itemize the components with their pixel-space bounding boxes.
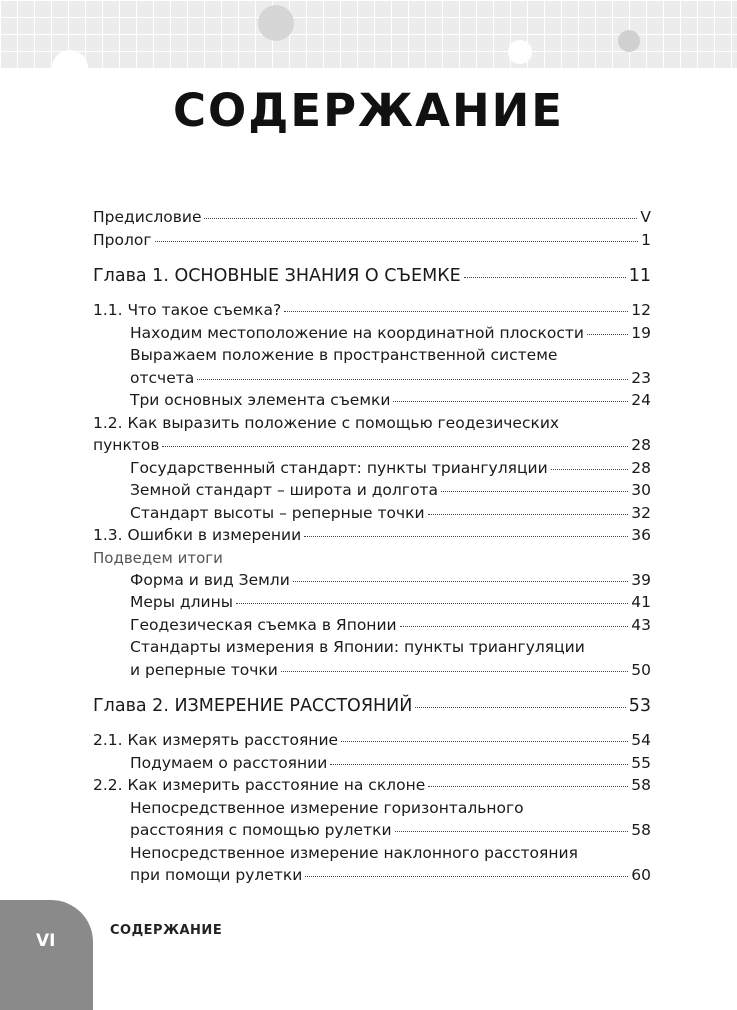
page-title: СОДЕРЖАНИЕ bbox=[172, 84, 565, 137]
header-decoration bbox=[0, 0, 737, 68]
toc-entry-page: 54 bbox=[631, 731, 651, 749]
toc-entry-title: 2.1. Как измерять расстояние bbox=[93, 731, 339, 749]
dot-leader bbox=[330, 764, 628, 765]
toc-entry-page: 24 bbox=[631, 391, 651, 409]
toc-entry[interactable] bbox=[93, 659, 651, 682]
toc-entry-page: 36 bbox=[631, 526, 651, 544]
toc-entry-page: V bbox=[640, 208, 651, 226]
toc-entry[interactable] bbox=[93, 229, 651, 252]
summary-heading: Подведем итоги bbox=[93, 548, 223, 567]
toc-entry-page: 58 bbox=[631, 821, 651, 839]
dot-leader bbox=[428, 514, 629, 515]
toc-entry-title: Находим местоположение на координатной плоскости bbox=[130, 323, 584, 342]
dot-leader bbox=[162, 446, 628, 447]
toc-entry[interactable] bbox=[93, 819, 651, 842]
toc-entry[interactable] bbox=[93, 479, 651, 502]
dot-leader bbox=[441, 491, 628, 492]
toc-entry-title: 1.3. Ошибки в измерении bbox=[93, 526, 302, 544]
toc-entry[interactable] bbox=[93, 389, 651, 412]
toc-entry[interactable] bbox=[93, 299, 651, 322]
dot-leader bbox=[284, 311, 628, 312]
dot-leader bbox=[395, 831, 629, 832]
dot-leader bbox=[415, 707, 625, 708]
toc-entry-title[interactable]: Выражаем положение в пространственной системе bbox=[130, 346, 558, 364]
toc-entry-title: Три основных элемента съемки bbox=[130, 391, 391, 409]
toc-entry[interactable] bbox=[93, 206, 651, 229]
toc-entry-title-cont: и реперные точки bbox=[130, 660, 278, 679]
toc-entry-page: 60 bbox=[631, 866, 651, 884]
dot-leader bbox=[587, 334, 628, 335]
toc-entry-title-cont: отсчета bbox=[130, 368, 195, 387]
toc-entry-title: 2.2. Как измерить расстояние на склоне bbox=[93, 776, 426, 794]
toc-entry[interactable] bbox=[93, 322, 651, 345]
page-number: VI bbox=[36, 931, 56, 951]
toc-entry-title: Предисловие bbox=[93, 208, 202, 226]
toc-entry[interactable] bbox=[93, 502, 651, 525]
toc-entry[interactable] bbox=[93, 524, 651, 547]
toc-entry[interactable] bbox=[93, 569, 651, 592]
dot-leader bbox=[464, 277, 626, 278]
table-of-contents bbox=[93, 206, 651, 887]
toc-entry[interactable] bbox=[93, 729, 651, 752]
toc-entry-page: 1 bbox=[641, 230, 651, 249]
toc-entry[interactable] bbox=[93, 752, 651, 775]
toc-entry-title: Меры длины bbox=[130, 593, 233, 611]
toc-entry-page: 30 bbox=[631, 481, 651, 499]
toc-entry-title: Форма и вид Земли bbox=[130, 570, 290, 589]
dot-leader bbox=[281, 671, 628, 672]
decorative-circle bbox=[258, 5, 294, 41]
toc-entry-title-cont: пунктов bbox=[93, 436, 160, 454]
dot-leader bbox=[428, 786, 628, 787]
toc-entry[interactable] bbox=[93, 434, 651, 457]
toc-entry[interactable] bbox=[93, 367, 651, 390]
page-tab bbox=[0, 900, 93, 1010]
toc-entry-title: Подумаем о расстоянии bbox=[130, 753, 328, 772]
dot-leader bbox=[236, 603, 628, 604]
toc-entry-title[interactable]: 1.2. Как выразить положение с помощью геодезических bbox=[93, 413, 560, 432]
toc-entry-title: Пролог bbox=[93, 230, 152, 249]
dot-leader bbox=[400, 626, 629, 627]
toc-entry-page: 32 bbox=[631, 503, 651, 522]
chapter-page: 11 bbox=[628, 266, 651, 286]
chapter-2-entry[interactable] bbox=[93, 693, 651, 719]
toc-entry[interactable] bbox=[93, 591, 651, 614]
decorative-circle bbox=[618, 30, 640, 52]
dot-leader bbox=[155, 241, 639, 242]
toc-entry-page: 12 bbox=[631, 301, 651, 319]
decorative-circle bbox=[508, 40, 532, 64]
toc-entry[interactable] bbox=[93, 774, 651, 797]
toc-entry-page: 28 bbox=[631, 436, 651, 454]
chapter-page: 53 bbox=[628, 696, 651, 716]
toc-entry-page: 41 bbox=[631, 593, 651, 611]
toc-entry-page: 43 bbox=[631, 615, 651, 634]
toc-entry-page: 19 bbox=[631, 323, 651, 342]
toc-entry-title-cont: расстояния с помощью рулетки bbox=[130, 821, 392, 839]
toc-entry-page: 23 bbox=[631, 368, 651, 387]
toc-entry-title[interactable]: Непосредственное измерение наклонного расстояния bbox=[130, 843, 578, 862]
running-title: СОДЕРЖАНИЕ bbox=[110, 923, 223, 938]
toc-entry-title: Земной стандарт – широта и долгота bbox=[130, 481, 438, 499]
chapter-title: Глава 1. ОСНОВНЫЕ ЗНАНИЯ О СЪЕМКЕ bbox=[93, 266, 461, 286]
toc-entry-page: 50 bbox=[631, 660, 651, 679]
toc-entry-title: Геодезическая съемка в Японии bbox=[130, 615, 397, 634]
decorative-circle bbox=[52, 50, 88, 68]
toc-entry-page: 58 bbox=[631, 776, 651, 794]
toc-entry[interactable] bbox=[93, 614, 651, 637]
toc-entry-title: 1.1. Что такое съемка? bbox=[93, 301, 282, 319]
dot-leader bbox=[197, 379, 628, 380]
dot-leader bbox=[305, 876, 628, 877]
toc-entry-page: 28 bbox=[631, 458, 651, 477]
toc-entry-page: 55 bbox=[631, 753, 651, 772]
dot-leader bbox=[293, 581, 628, 582]
toc-entry-title-cont: при помощи рулетки bbox=[130, 866, 303, 884]
toc-entry-title[interactable]: Непосредственное измерение горизонтального bbox=[130, 798, 524, 817]
dot-leader bbox=[551, 469, 629, 470]
toc-entry[interactable] bbox=[93, 864, 651, 887]
chapter-1-entry[interactable] bbox=[93, 263, 651, 289]
toc-entry-title: Государственный стандарт: пункты триангуляции bbox=[130, 458, 548, 477]
dot-leader bbox=[393, 401, 628, 402]
dot-leader bbox=[204, 218, 637, 219]
toc-entry-title[interactable]: Стандарты измерения в Японии: пункты триангуляции bbox=[130, 638, 585, 656]
toc-entry-page: 39 bbox=[631, 570, 651, 589]
chapter-title: Глава 2. ИЗМЕРЕНИЕ РАССТОЯНИЙ bbox=[93, 696, 413, 716]
dot-leader bbox=[341, 741, 628, 742]
dot-leader bbox=[304, 536, 628, 537]
toc-entry-title: Стандарт высоты – реперные точки bbox=[130, 503, 425, 522]
toc-entry[interactable] bbox=[93, 457, 651, 480]
